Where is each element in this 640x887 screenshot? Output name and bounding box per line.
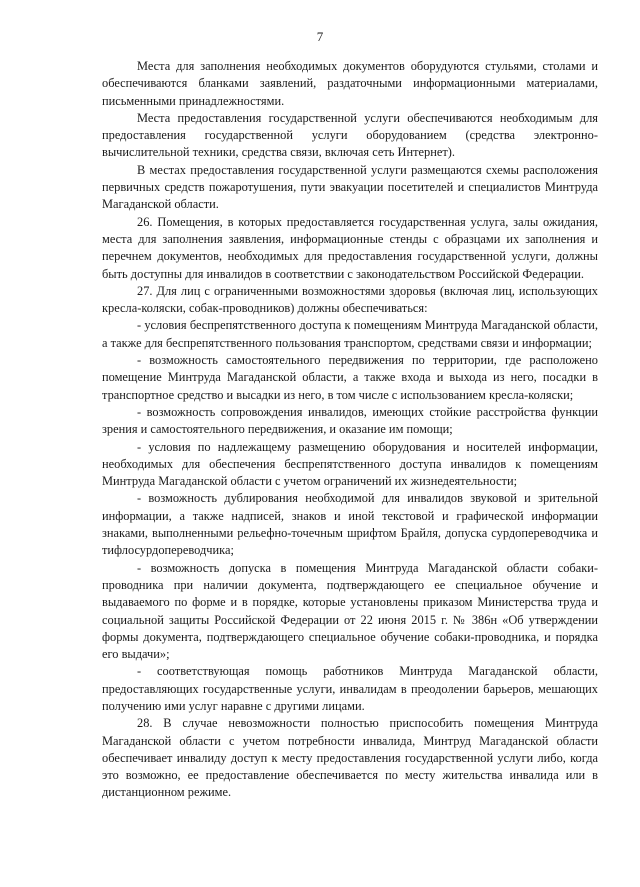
- list-item: - условия беспрепятственного доступа к помещениям Минтруда Магаданской области, а также для беспрепятственного пользования транспортом, средствами связи и информации;: [102, 318, 598, 350]
- list-item: - условия по надлежащему размещению оборудования и носителей информации, необходимых для обеспечения беспрепятственного доступа инвалидов к помещениям Минтруда Магаданской области с учетом ограничений их жизнедеятельности;: [102, 439, 598, 489]
- list-item: - возможность дублирования необходимой для инвалидов звуковой и зрительной информации, а также надписей, знаков и иной текстовой и графической информации знаками, выполненными рельефно-точечным шрифтом Брайля, допуска сурдопереводчика и тифлосурдопереводчика;: [102, 491, 598, 558]
- document-body: [102, 58, 598, 802]
- list-item: - соответствующая помощь работников Минтруда Магаданской области, предоставляющих государственные услуги, инвалидам в преодолении барьеров, мешающих получению ими услуг наравне с другими лицами.: [102, 664, 598, 713]
- list-item: - возможность самостоятельного передвижения по территории, где расположено помещение Минтруда Магаданской области, а также входа и выхода из него, посадки в транспортное средство и высадки из него, в том числе с использованием кресла-коляски;: [102, 353, 598, 402]
- list-item: - возможность сопровождения инвалидов, имеющих стойкие расстройства функции зрения и самостоятельного передвижения, и оказание им помощи;: [102, 404, 598, 437]
- page-number: 7: [316, 29, 324, 44]
- paragraph: 27. Для лиц с ограниченными возможностями здоровья (включая лиц, использующих кресла-коляски, собак-проводников) должны обеспечиваться:: [102, 283, 598, 316]
- paragraph: 26. Помещения, в которых предоставляется государственная услуга, залы ожидания, места для заполнения заявления, информационные стенды с образцами их заполнения и перечнем документов, необходимых для предоставления государственной услуги, должны быть доступны для инвалидов в соответствии с законодательством Российской Федерации.: [102, 214, 598, 281]
- paragraph: 28. В случае невозможности полностью приспособить помещения Минтруда Магаданской области с учетом потребности инвалида, Минтруд Магаданской области обеспечивает инвалиду доступ к месту предоставления государственной услуги либо, когда это возможно, ее предоставление обеспечивается по месту жительства инвалида или в дистанционном режиме.: [102, 716, 598, 800]
- list-item: - возможность допуска в помещения Минтруда Магаданской области собаки-проводника при наличии документа, подтверждающего ее специальное обучение и выдаваемого по форме и в порядке, которые установлены приказом Министерства труда и социальной защиты Российской Федерации от 22 июня 2015 г. № 386н «Об утверждении формы документа, подтверждающего специальное обучение собаки-проводника, и порядка его выдачи»;: [102, 560, 598, 662]
- paragraph: Места для заполнения необходимых документов оборудуются стульями, столами и обеспечиваются бланками заявлений, раздаточными информационными материалами, письменными принадлежностями.: [102, 59, 598, 108]
- paragraph: Места предоставления государственной услуги обеспечиваются необходимым для предоставления государственной услуги оборудованием (средства электронно-вычислительной техники, средства связи, включая сеть Интернет).: [102, 110, 598, 160]
- paragraph: В местах предоставления государственной услуги размещаются схемы расположения первичных средств пожаротушения, пути эвакуации посетителей и специалистов Минтруда Магаданской области.: [102, 162, 598, 212]
